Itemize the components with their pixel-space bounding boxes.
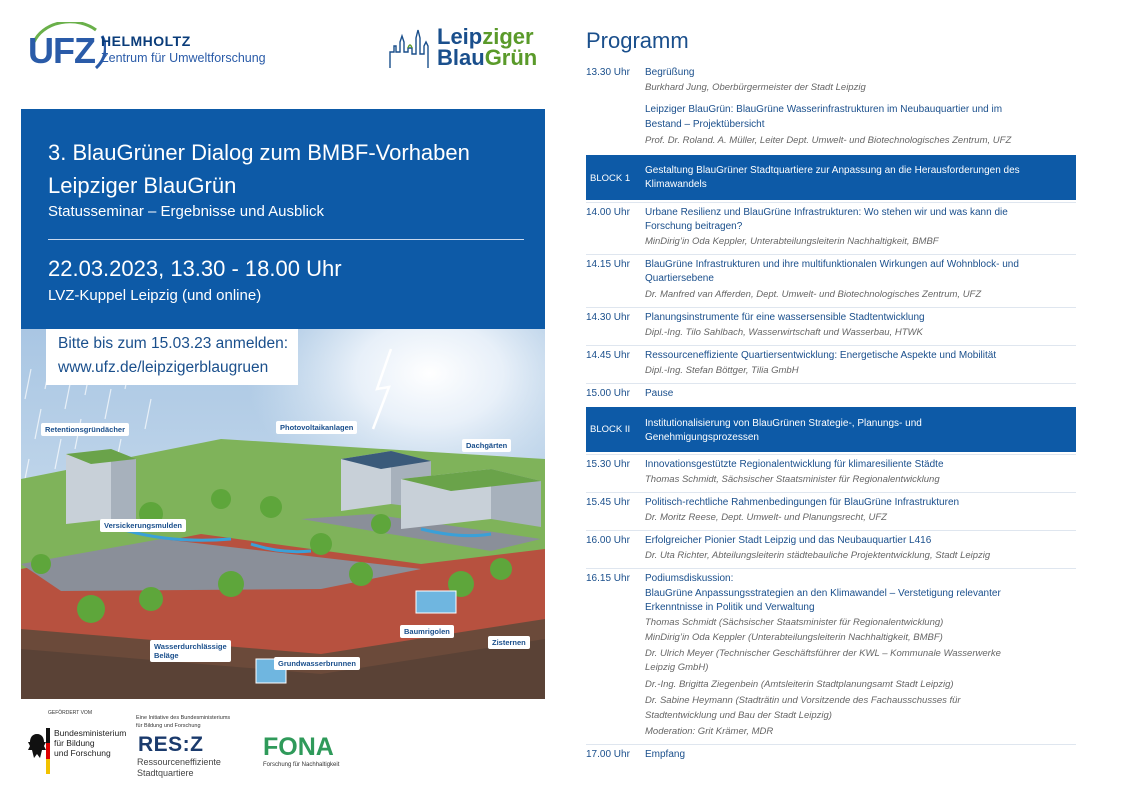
lbg-ziger: ziger [482,24,534,49]
item-talk: Erfolgreicher Pionier Stadt Leipzig und das Neubauquartier L416 [645,535,932,546]
item-talk-line3: Erkenntnisse in Politik und Verwaltung [645,602,815,613]
block-1-label: BLOCK 1 [590,173,631,184]
registration-deadline: Bitte bis zum 15.03.23 anmelden: [58,335,289,352]
row-separator [586,454,1076,455]
label-dachgaerten: Dachgärten [462,439,511,452]
label-wd-line2: Beläge [154,651,179,660]
block-2-label: BLOCK II [590,424,631,435]
hero-subtitle: Statusseminar – Ergebnisse und Ausblick [48,203,324,220]
programme-title: Programm [586,28,689,53]
block-2-text-line2: Genehmigungsprozessen [645,432,759,443]
item-speaker: Dipl.-Ing. Stefan Böttger, Tilia GmbH [645,365,799,376]
row-separator [586,530,1076,531]
item-talk-line1: Leipziger BlauGrün: BlauGrüne Wasserinfrastrukturen im Neubauquartier und im [645,104,1003,115]
label-wasserdurchlaessige-belaege [150,640,231,662]
item-speaker: Burkhard Jung, Oberbürgermeister der Stadt Leipzig [645,82,866,93]
item-talk: Empfang [645,749,686,760]
label-photovoltaikanlagen: Photovoltaikanlagen [276,421,357,434]
item-time: 14.30 Uhr [586,312,630,323]
row-separator [586,307,1076,308]
item-time: 15.45 Uhr [586,497,630,508]
event-date: 22.03.2023, 13.30 - 18.00 Uhr [48,256,342,281]
row-separator [586,345,1076,346]
label-baumrigolen: Baumrigolen [400,625,454,638]
registration-url[interactable]: www.ufz.de/leipzigerblaugruen [58,359,269,376]
item-talk-line2: Quartiersebene [645,273,714,284]
resz-initiative-line1: Eine Initiative des Bundesministeriums [136,715,231,721]
resz-line2: Stadtquartiere [137,768,194,778]
hero-title-line1: 3. BlauGrüner Dialog zum BMBF-Vorhaben [48,140,470,165]
bmbf-line1: Bundesministerium [54,728,127,738]
item-time: 14.15 Uhr [586,259,630,270]
row-separator [586,492,1076,493]
item-talk-line1: BlauGrüne Infrastrukturen und ihre multifunktionalen Wirkungen auf Wohnblock- und [645,259,1019,270]
item-speaker: Thomas Schmidt, Sächsischer Staatsminister für Regionalentwicklung [645,474,940,485]
blaugruen-logo-word [437,47,537,69]
leipzig-skyline-icon [388,28,432,68]
fona-logo-word: FONA [263,733,334,761]
panel-member: Leipzig GmbH) [645,662,709,673]
item-time: 15.00 Uhr [586,388,630,399]
helmholtz-label: HELMHOLTZ [101,33,191,49]
panel-member: Dr. Sabine Heymann (Stadträtin und Vorsitzende des Fachausschusses für [645,695,961,706]
german-flag-icon [46,728,50,774]
label-zisternen: Zisternen [488,636,530,649]
item-talk: Podiumsdiskussion: [645,573,734,584]
label-retentionsgruendaecher: Retentionsgründächer [41,423,129,436]
row-separator [586,254,1076,255]
item-talk-line1: Urbane Resilienz und BlauGrüne Infrastrukturen: Wo stehen wir und was kann die [645,207,1008,218]
panel-member: MinDirig’in Oda Keppler (Unterabteilungsleiterin Nachhaltigkeit, BMBF) [645,632,943,643]
bmbf-eagle-icon [26,728,48,774]
bmbf-line3: und Forschung [54,748,111,758]
label-grundwasserbrunnen: Grundwasserbrunnen [274,657,360,670]
bmbf-line2: für Bildung [54,738,95,748]
item-time: 16.00 Uhr [586,535,630,546]
fona-subtitle: Forschung für Nachhaltigkeit [263,762,340,768]
ufz-logo-letters: UFZ [28,30,95,71]
item-talk: Innovationsgestützte Regionalentwicklung für klimaresiliente Städte [645,459,944,470]
item-talk: Politisch-rechtliche Rahmenbedingungen für BlauGrüne Infrastrukturen [645,497,960,508]
item-speaker: Dr. Uta Richter, Abteilungsleiterin städtebauliche Projektentwicklung, Stadt Leipzig [645,550,991,561]
item-speaker: Dipl.-Ing. Tilo Sahlbach, Wasserwirtschaft und Wasserbau, HTWK [645,327,923,338]
row-separator [586,202,1076,203]
block-2-text-line1: Institutionalisierung von BlauGrünen Strategie-, Planungs- und [645,418,922,429]
row-separator [586,744,1076,745]
resz-logo-word: RES:Z [138,733,204,756]
item-time: 14.00 Uhr [586,207,630,218]
panel-member: Dr.-Ing. Brigitta Ziegenbein (Amtsleiterin Stadtplanungsamt Stadt Leipzig) [645,679,954,690]
hero-divider [48,239,524,240]
item-speaker: Prof. Dr. Roland. A. Müller, Leiter Dept. Umwelt- und Biotechnologisches Zentrum, UFZ [645,135,1012,146]
ufz-fullname: Zentrum für Umweltforschung [101,51,266,65]
item-talk: Ressourceneffiziente Quartiersentwicklung: Energetische Aspekte und Mobilität [645,350,997,361]
item-time: 14.45 Uhr [586,350,630,361]
lbg-gruen: Grün [484,45,538,70]
item-talk-line2: Forschung beitragen? [645,221,743,232]
panel-member: Stadtentwicklung und Bau der Stadt Leipzig) [645,710,832,721]
item-speaker: Dr. Moritz Reese, Dept. Umwelt- und Planungsrecht, UFZ [645,512,887,523]
item-time: 16.15 Uhr [586,573,630,584]
item-talk-line2: BlauGrüne Anpassungsstrategien an den Klimawandel – Verstetigung relevanter [645,588,1001,599]
label-wd-line1: Wasserdurchlässige [154,642,227,651]
panel-member: Dr. Ulrich Meyer (Technischer Geschäftsführer der KWL – Kommunale Wasserwerke [645,648,1001,659]
item-talk-line2: Bestand – Projektübersicht [645,119,765,130]
item-time: 15.30 Uhr [586,459,630,470]
label-versickerungsmulden: Versickerungsmulden [100,519,186,532]
resz-initiative-line2: für Bildung und Forschung [136,723,201,729]
block-1-text-line1: Gestaltung BlauGrüner Stadtquartiere zur Anpassung an die Herausforderungen des [645,165,1020,176]
item-time: 17.00 Uhr [586,749,630,760]
resz-line1: Ressourceneffiziente [137,757,221,767]
item-talk: Planungsinstrumente für eine wassersensible Stadtentwicklung [645,312,925,323]
lbg-blau: Blau [437,45,485,70]
item-speaker: Dr. Manfred van Afferden, Dept. Umwelt- und Biotechnologisches Zentrum, UFZ [645,289,982,300]
event-location: LVZ-Kuppel Leipzig (und online) [48,287,262,304]
row-separator [586,568,1076,569]
item-talk: Begrüßung [645,67,695,78]
item-time: 13.30 Uhr [586,67,630,78]
block-1-text-line2: Klimawandels [645,179,707,190]
item-speaker: MinDirig’in Oda Keppler, Unterabteilungsleiterin Nachhaltigkeit, BMBF [645,236,939,247]
item-talk: Pause [645,388,674,399]
panel-member: Thomas Schmidt (Sächsischer Staatsminister für Regionalentwicklung) [645,617,944,628]
gefoerdert-vom: GEFÖRDERT VOM [48,710,92,716]
lbg-leip: Leip [437,24,483,49]
moderation: Moderation: Grit Krämer, MDR [645,726,774,737]
hero-title-line2: Leipziger BlauGrün [48,173,237,198]
row-separator [586,383,1076,384]
